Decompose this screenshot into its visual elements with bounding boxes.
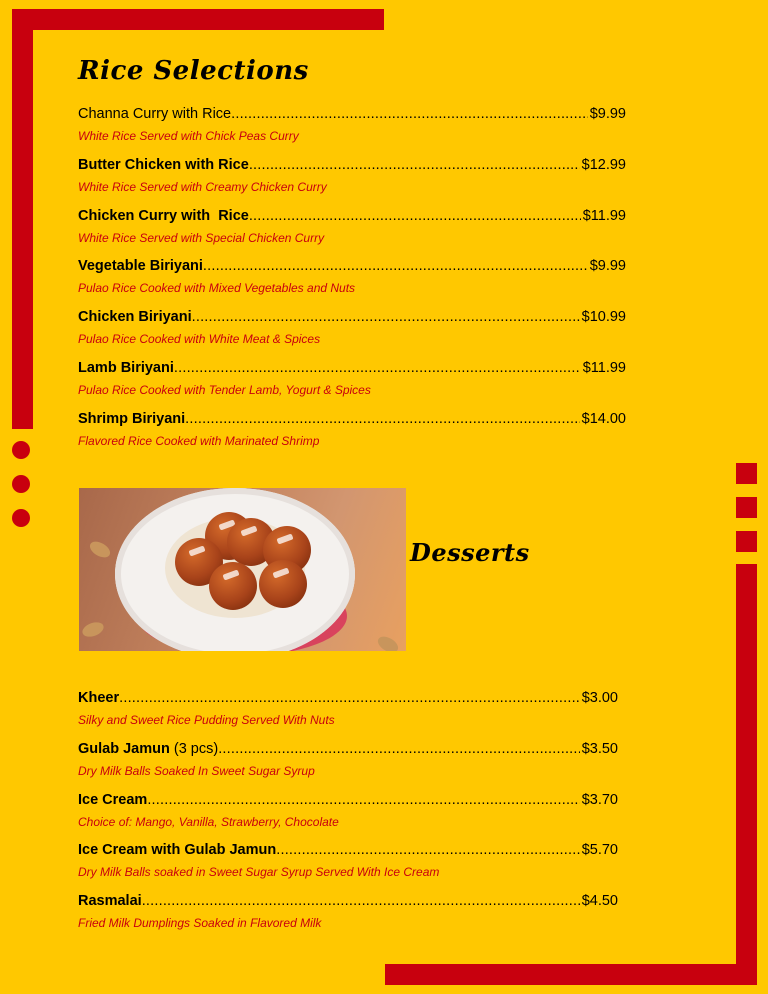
menu-item-name: Ice Cream: [78, 791, 148, 808]
menu-item: [78, 360, 626, 411]
menu-item-price: $14.00: [581, 410, 626, 427]
almond-decoration: [87, 538, 113, 560]
menu-item-name: Chicken Curry with Rice: [78, 207, 249, 224]
dot-leader: [249, 208, 581, 224]
menu-item-description: Fried Milk Dumplings Soaked in Flavored Milk: [78, 916, 322, 931]
menu-item-price: $4.50: [581, 893, 618, 910]
dot-leader: [249, 157, 580, 173]
menu-item-description: White Rice Served with Creamy Chicken Curry: [78, 179, 327, 194]
menu-item-price: $3.00: [581, 690, 618, 706]
frame-left-bar: [12, 9, 33, 429]
menu-item-price: $5.70: [581, 842, 618, 859]
dot-leader: [231, 106, 588, 122]
menu-item: [78, 258, 626, 309]
menu-item-name: Lamb Biriyani: [78, 359, 174, 376]
decorative-square: [736, 463, 757, 484]
menu-item-name: Butter Chicken with Rice: [78, 156, 249, 173]
dot-leader: [276, 842, 579, 858]
desserts-section-title: Desserts: [410, 538, 530, 567]
decorative-dot: [12, 509, 30, 527]
menu-item: [78, 893, 618, 944]
dot-leader: [203, 258, 588, 274]
menu-item: [78, 106, 626, 157]
frame-top-bar: [12, 9, 384, 30]
dot-leader: [174, 360, 581, 376]
menu-item-description: White Rice Served with Special Chicken Curry: [78, 230, 325, 245]
menu-item-description: White Rice Served with Chick Peas Curry: [78, 129, 299, 143]
dot-leader: [142, 893, 580, 909]
dot-leader: [147, 792, 579, 808]
frame-right-bar: [736, 564, 757, 985]
decorative-square: [736, 531, 757, 552]
menu-item-name: Vegetable Biriyani: [78, 258, 203, 275]
menu-item-name: Shrimp Biriyani: [78, 410, 186, 427]
gulab-jamun-ball: [259, 560, 307, 608]
dot-leader: [185, 411, 579, 427]
menu-item-description: Choice of: Mango, Vanilla, Strawberry, Chocolate: [78, 814, 339, 829]
menu-item: [78, 842, 618, 893]
desserts-menu-list: [78, 690, 618, 944]
menu-item: [78, 157, 626, 208]
menu-item-price: $3.70: [581, 791, 618, 808]
decorative-dot: [12, 475, 30, 493]
menu-item-name: Channa Curry with Rice: [78, 106, 232, 122]
menu-item: [78, 208, 626, 259]
menu-item-name: Chicken Biriyani: [78, 309, 192, 326]
menu-item-price: $10.99: [581, 309, 626, 326]
menu-item: [78, 690, 618, 741]
menu-item: [78, 792, 618, 843]
menu-item-description: Pulao Rice Cooked with Mixed Vegetables and Nuts: [78, 281, 356, 296]
gulab-jamun-photo: [79, 488, 406, 651]
decorative-square: [736, 497, 757, 518]
menu-item-name: Kheer: [78, 690, 120, 706]
dot-leader: [192, 309, 580, 325]
menu-item-price: $9.99: [589, 106, 626, 122]
menu-item-name: Gulab Jamun: [78, 740, 170, 757]
menu-item-quantity: (3 pcs): [169, 740, 219, 757]
dot-leader: [119, 690, 580, 706]
menu-item-description: Dry Milk Balls soaked in Sweet Sugar Syrup Served With Ice Cream: [78, 865, 440, 880]
menu-item-description: Pulao Rice Cooked with Tender Lamb, Yogurt & Spices: [78, 382, 371, 397]
rice-menu-list: [78, 106, 626, 462]
menu-item-price: $9.99: [589, 258, 626, 275]
menu-item-description: Flavored Rice Cooked with Marinated Shrimp: [78, 433, 320, 448]
menu-item-price: $12.99: [581, 156, 626, 173]
almond-decoration: [80, 620, 105, 640]
dot-leader: [218, 741, 580, 757]
menu-item-description: Silky and Sweet Rice Pudding Served With Nuts: [78, 713, 335, 727]
menu-item: [78, 411, 626, 462]
menu-item: [78, 309, 626, 360]
frame-bottom-bar: [385, 964, 757, 985]
menu-item-description: Dry Milk Balls Soaked In Sweet Sugar Syrup: [78, 763, 315, 778]
menu-item-price: $3.50: [581, 740, 618, 757]
menu-item-name: Ice Cream with Gulab Jamun: [78, 842, 277, 859]
decorative-dot: [12, 441, 30, 459]
menu-item-description: Pulao Rice Cooked with White Meat & Spices: [78, 332, 321, 347]
gulab-jamun-ball: [209, 562, 257, 610]
menu-item-price: $11.99: [582, 207, 626, 224]
menu-item: [78, 741, 618, 792]
menu-item-price: $11.99: [582, 359, 626, 376]
almond-decoration: [375, 633, 401, 651]
menu-item-name: Rasmalai: [78, 893, 142, 910]
rice-section-title: Rice Selections: [78, 56, 309, 86]
